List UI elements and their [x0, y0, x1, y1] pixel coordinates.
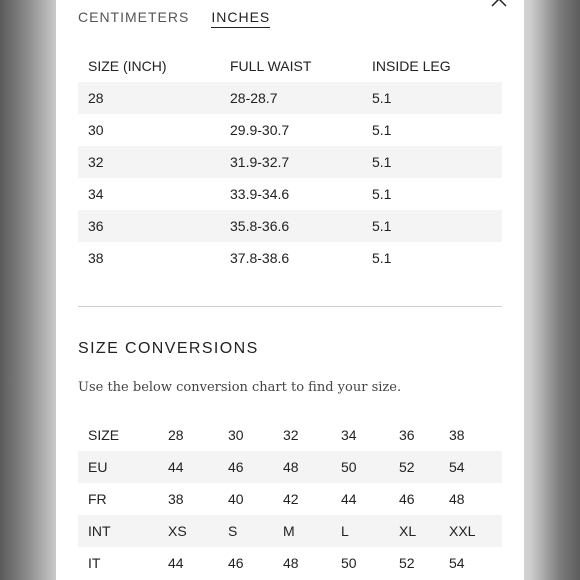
cell: 48 [283, 451, 341, 483]
header-size: SIZE (INCH) [88, 58, 167, 74]
cell: 44 [168, 451, 228, 483]
cell: XL [399, 515, 449, 547]
table-row [78, 515, 502, 547]
row-label: IT [88, 555, 101, 571]
tab-centimeters[interactable]: CENTIMETERS [78, 9, 190, 25]
cell-size: 38 [88, 250, 104, 266]
conversion-table [78, 419, 502, 579]
table-row [78, 547, 502, 579]
cell: 46 [399, 491, 415, 507]
cell: 54 [449, 555, 465, 571]
table-row [78, 146, 502, 178]
section-divider [78, 306, 502, 307]
cell: 44 [341, 491, 357, 507]
cell: 48 [449, 491, 465, 507]
cell: 50 [341, 451, 399, 483]
table-row [78, 114, 502, 146]
cell-waist: 37.8-38.6 [230, 250, 290, 266]
row-label: EU [78, 451, 168, 483]
cell-size: 32 [78, 146, 230, 178]
cell-leg: 5.1 [372, 250, 392, 266]
cell-leg: 5.1 [372, 82, 502, 114]
table-row [78, 451, 502, 483]
close-icon[interactable] [490, 0, 508, 8]
cell: 46 [228, 555, 244, 571]
row-label: FR [88, 491, 107, 507]
cell-waist: 33.9-34.6 [230, 186, 290, 202]
cell-leg: 5.1 [372, 146, 502, 178]
table-row [78, 82, 502, 114]
cell-waist: 29.9-30.7 [230, 122, 290, 138]
row-label: INT [78, 515, 168, 547]
cell-size: 36 [78, 210, 230, 242]
cell: 48 [283, 555, 299, 571]
cell-leg: 5.1 [372, 210, 502, 242]
cell: XS [168, 515, 228, 547]
size-guide-modal [56, 0, 524, 580]
header-inside-leg: INSIDE LEG [372, 58, 451, 74]
tab-inches[interactable]: INCHES [211, 9, 270, 28]
cell: S [228, 515, 283, 547]
cell: XXL [449, 515, 502, 547]
header-full-waist: FULL WAIST [230, 58, 312, 74]
table-row [78, 419, 502, 451]
table-row [78, 483, 502, 515]
size-table [78, 50, 502, 274]
cell: 40 [228, 491, 244, 507]
cell: 38 [168, 491, 184, 507]
cell-size: 28 [78, 82, 230, 114]
cell-waist: 35.8-36.6 [230, 210, 372, 242]
row-label: SIZE [88, 427, 120, 443]
cell-waist: 31.9-32.7 [230, 146, 372, 178]
cell: 44 [168, 555, 184, 571]
size-conversions-title: SIZE CONVERSIONS [78, 340, 259, 357]
cell: 50 [341, 555, 357, 571]
table-row [78, 242, 502, 274]
cell: 52 [399, 555, 415, 571]
cell: 52 [399, 451, 449, 483]
size-table-header [78, 50, 502, 82]
cell-size: 30 [88, 122, 104, 138]
cell: 36 [399, 427, 415, 443]
cell: 28 [168, 427, 184, 443]
cell: 54 [449, 451, 502, 483]
cell: 46 [228, 451, 283, 483]
cell: 30 [228, 427, 244, 443]
cell-leg: 5.1 [372, 186, 392, 202]
cell: M [283, 515, 341, 547]
cell-waist: 28-28.7 [230, 82, 372, 114]
unit-tabs [78, 9, 270, 28]
cell: 42 [283, 491, 299, 507]
table-row [78, 178, 502, 210]
table-row [78, 210, 502, 242]
cell: 32 [283, 427, 299, 443]
cell-leg: 5.1 [372, 122, 392, 138]
cell: L [341, 515, 399, 547]
cell: 34 [341, 427, 357, 443]
cell: 38 [449, 427, 465, 443]
conversions-description: Use the below conversion chart to find your size. [78, 380, 402, 395]
cell-size: 34 [88, 186, 104, 202]
